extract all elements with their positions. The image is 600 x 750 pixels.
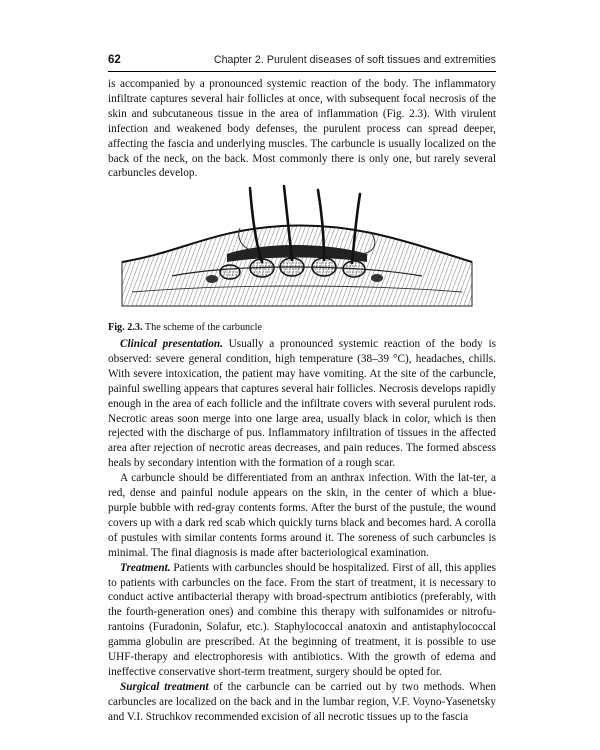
intro-paragraph-block [108,77,496,181]
surgical-treatment-paragraph [108,680,496,725]
figure-caption [108,322,262,333]
clinical-presentation-text: Usually a pronounced systemic reaction of the body is observed: severe general condition, high temperature (38–39 °C), headaches, chills. With severe intoxication, the patient may have vomiting. At the site of the carbuncle, painful swelling appears that captures several hair follicles. Necrosis develops rapidly enough in the area of each follicle and the infiltrate covers with several purulent rods. Necrotic areas soon merge into one large area, usually black in color, which is then rejected with the discharge of pus. Inflammatory infiltration of tissues in the affected area after rejection of necrotic areas decreases, and pain reduces. The formed abscess heals by secondary intention with the formation of a rough scar. [108,338,496,470]
differential-diagnosis-paragraph: A carbuncle should be differentiated from an anthrax infection. With the lat-ter, a red, dense and painful nodule appears on the skin, in the center of which a blue-purple bubble with red-gray contents forms. After the burst of the pustule, the wound covers up with a dark red scab which quickly turns black and becomes hard. A corolla of pustules with similar contents forms around it. The soreness of such carbuncles is minimal. The final diagnosis is made after bacteriological examination. [108,472,496,559]
clinical-presentation-heading: Clinical presentation. [120,338,223,350]
treatment-text: Patients with carbuncles should be hospitalized. First of all, this applies to patients with carbuncles on the face. From the start of treatment, it is necessary to conduct active antibacterial therapy with broad-spectrum antibiotics (preferably, with the fourth-generation ones) and combine this therapy with sulfonamides or nitrofu-rantoins (Furadonin, Solafur, etc.). Staphylococcal anatoxin and antistaphylococcal gamma globulin are prescribed. At the beginning of treatment, it is possible to use UHF-therapy and electrophoresis with antibiotics. With the growth of edema and ineffective conservative short-term treatment, surgery should be opted for. [108,561,496,678]
chapter-title: Chapter 2. Purulent diseases of soft tissues and extremities [213,54,496,66]
intro-paragraph: is accompanied by a pronounced systemic reaction of the body. The inflammatory infiltrate captures several hair follicles at once, with subsequent focal necrosis of the skin and subcutaneous tissue in the area of inflammation (Fig. 2.3). With virulent infection and weakened body defenses, the purulent process can spread deeper, affecting the fascia and underlying muscles. The carbuncle is usually localized on the back of the neck, on the back. Most commonly there is only one, but rarely several carbuncles develop. [108,78,496,180]
surgical-treatment-heading: Surgical treatment [120,680,209,693]
treatment-heading: Treatment. [120,561,171,574]
surgical-treatment-text: of the carbuncle can be carried out by two methods. When carbuncles are localized on the back and in the lumbar region, V.F. Voyno-Yasenetsky and V.I. Struchkov recommended excision of all necrotic tissues up to the fascia [108,680,496,723]
treatment-paragraph [108,561,496,680]
carbuncle-scheme-figure [112,184,482,310]
running-header [108,54,496,70]
page-number: 62 [108,54,121,66]
figure-label: Fig. 2.3. [108,322,143,333]
figure-caption-text: The scheme of the carbuncle [144,322,263,333]
header-rule [108,71,496,72]
clinical-presentation-paragraph [108,337,496,471]
body-text-block [108,337,496,725]
